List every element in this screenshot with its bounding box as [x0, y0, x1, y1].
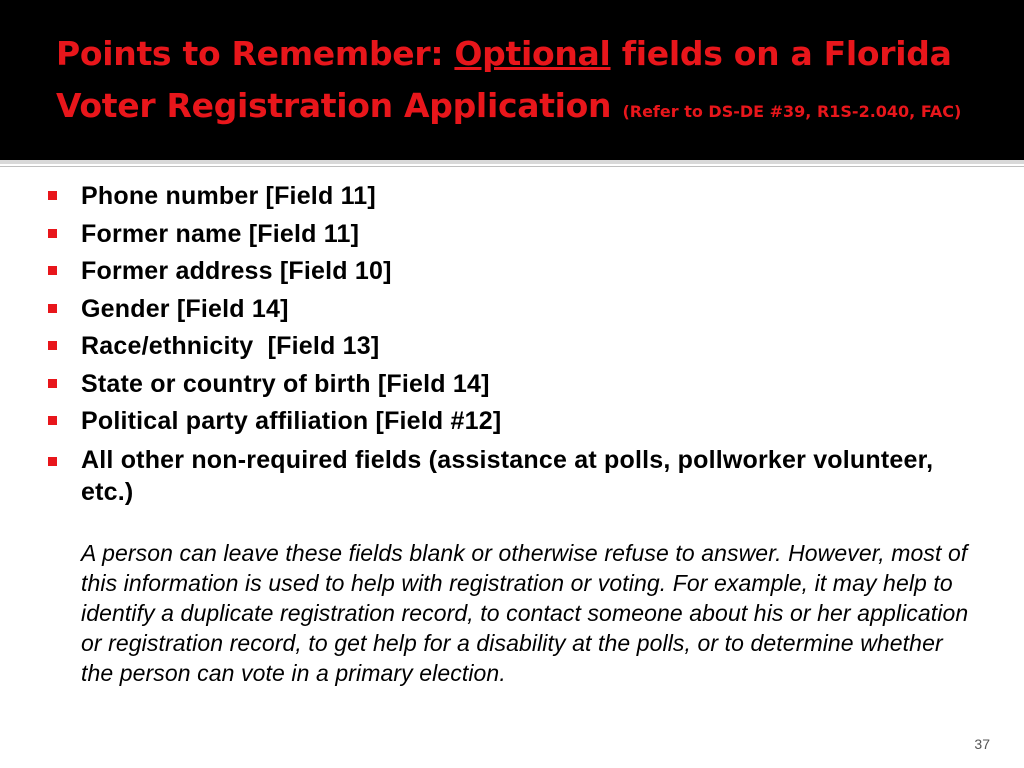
red-square-bullet-icon — [48, 379, 57, 388]
bullet-list — [48, 178, 988, 508]
title-emphasis: Optional — [454, 34, 611, 73]
list-item-text: Political party affiliation [Field #12] — [81, 407, 502, 435]
list-item — [48, 441, 988, 508]
title-prefix: Points to Remember: — [56, 34, 455, 73]
red-square-bullet-icon — [48, 341, 57, 350]
list-item-text: State or country of birth [Field 14] — [81, 369, 490, 398]
page-number: 37 — [974, 736, 990, 752]
list-item-text: All other non-required fields (assistance at polls, pollworker volunteer, etc.) — [81, 445, 934, 506]
list-item-text: Phone number [Field 11] — [81, 182, 376, 210]
list-item — [48, 403, 988, 441]
list-item — [48, 328, 988, 366]
explanatory-note: A person can leave these fields blank or otherwise refuse to answer. However, most of this information is used to help with registration or voting. For example, it may help to identify a duplicate registration record, to contact someone about his or her application or registration record, to get help for a disability at the polls, or to determine whether the person can vote in a primary election. — [81, 540, 969, 686]
red-square-bullet-icon — [48, 266, 57, 275]
list-item — [48, 178, 988, 216]
title-bar — [0, 0, 1024, 160]
list-item-text: Former address [Field 10] — [81, 257, 392, 285]
list-item — [48, 216, 988, 254]
red-square-bullet-icon — [48, 229, 57, 238]
divider-thin — [0, 166, 1024, 167]
list-item-text: Race/ethnicity [Field 13] — [81, 332, 380, 360]
title-suffix: fields on a Florida Voter Registration Application — [56, 34, 952, 125]
red-square-bullet-icon — [48, 304, 57, 313]
title-reference: (Refer to DS-DE #39, R1S-2.040, FAC) — [622, 102, 962, 121]
red-square-bullet-icon — [48, 457, 57, 466]
slide-title — [56, 28, 1016, 138]
red-square-bullet-icon — [48, 191, 57, 200]
list-item-text: Former name [Field 11] — [81, 219, 360, 248]
red-square-bullet-icon — [48, 416, 57, 425]
list-item — [48, 366, 988, 404]
list-item-text: Gender [Field 14] — [81, 294, 289, 323]
divider-thick — [0, 160, 1024, 164]
list-item — [48, 253, 988, 291]
list-item — [48, 291, 988, 329]
